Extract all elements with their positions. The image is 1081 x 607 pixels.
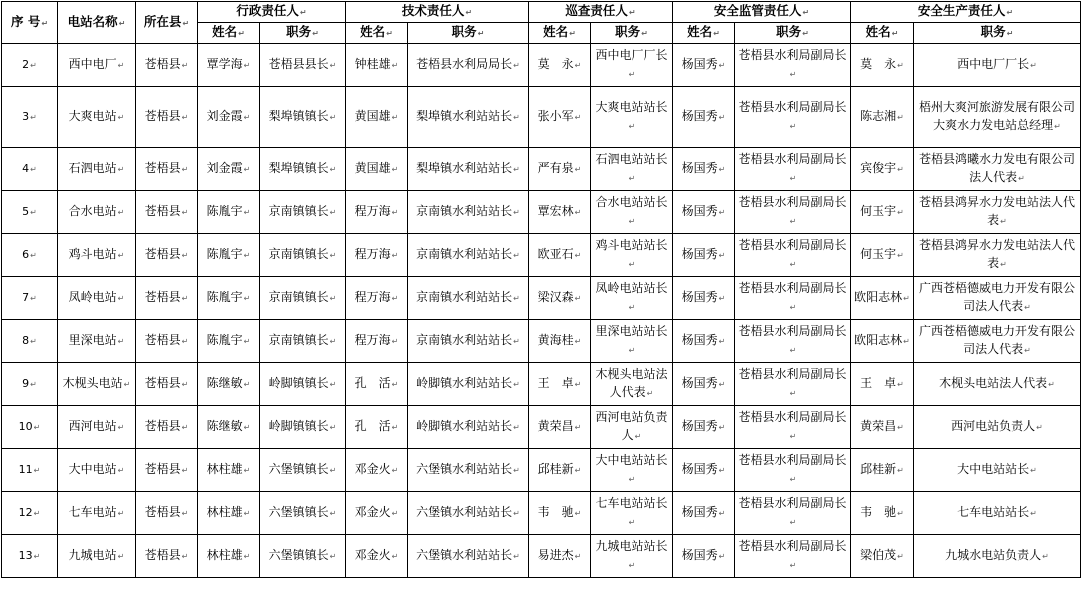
cell-patrol-post: 大中电站站长 ↵ <box>591 449 673 492</box>
cell-patrol-post: 西中电厂厂长 ↵ <box>591 44 673 87</box>
cell-seq: 6 ↵ <box>2 234 58 277</box>
cell-patrol-name: 易进杰 ↵ <box>529 535 591 578</box>
header-tech: 技术责任人 ↵ <box>346 2 529 23</box>
cell-production-name: 何玉宇 ↵ <box>851 191 914 234</box>
table-row <box>2 320 1081 363</box>
cell-tech-name: 程万海 ↵ <box>346 320 408 363</box>
header-admin: 行政责任人 ↵ <box>198 2 346 23</box>
cell-production-name: 莫 永 ↵ <box>851 44 914 87</box>
cell-admin-post: 岭脚镇镇长 ↵ <box>260 363 346 406</box>
cell-production-post: 梧州大爽河旅游发展有限公司大爽水力发电站总经理 ↵ <box>914 87 1081 148</box>
cell-supervise-name: 杨国秀 ↵ <box>673 277 735 320</box>
cell-patrol-post: 里深电站站长 ↵ <box>591 320 673 363</box>
cell-production-post: 木枧头电站法人代表 ↵ <box>914 363 1081 406</box>
cell-patrol-post: 大爽电站站长 ↵ <box>591 87 673 148</box>
cell-seq: 5 ↵ <box>2 191 58 234</box>
cell-supervise-name: 杨国秀 ↵ <box>673 320 735 363</box>
cell-seq: 8 ↵ <box>2 320 58 363</box>
cell-county: 苍梧县 ↵ <box>136 363 198 406</box>
cell-supervise-name: 杨国秀 ↵ <box>673 234 735 277</box>
cell-admin-name: 陈继敏 ↵ <box>198 363 260 406</box>
cell-production-name: 陈志湘 ↵ <box>851 87 914 148</box>
cell-tech-name: 邓金火 ↵ <box>346 449 408 492</box>
cell-supervise-post: 苍梧县水利局副局长 ↵ <box>735 406 851 449</box>
cell-patrol-name: 梁汉森 ↵ <box>529 277 591 320</box>
table-row <box>2 191 1081 234</box>
table-row <box>2 449 1081 492</box>
cell-admin-post: 六堡镇镇长 ↵ <box>260 492 346 535</box>
cell-admin-post: 京南镇镇长 ↵ <box>260 191 346 234</box>
cell-admin-name: 陈胤宇 ↵ <box>198 320 260 363</box>
table-row <box>2 87 1081 148</box>
cell-tech-name: 钟桂雄 ↵ <box>346 44 408 87</box>
cell-patrol-name: 邱桂新 ↵ <box>529 449 591 492</box>
cell-tech-post: 六堡镇水利站站长 ↵ <box>408 535 529 578</box>
cell-patrol-name: 王 卓 ↵ <box>529 363 591 406</box>
cell-tech-post: 六堡镇水利站站长 ↵ <box>408 492 529 535</box>
cell-station: 大中电站 ↵ <box>58 449 136 492</box>
cell-production-name: 宾俊宇 ↵ <box>851 148 914 191</box>
cell-tech-name: 邓金火 ↵ <box>346 535 408 578</box>
cell-county: 苍梧县 ↵ <box>136 535 198 578</box>
cell-patrol-post: 九城电站站长 ↵ <box>591 535 673 578</box>
cell-supervise-post: 苍梧县水利局副局长 ↵ <box>735 492 851 535</box>
cell-admin-post: 六堡镇镇长 ↵ <box>260 449 346 492</box>
table-body <box>2 44 1081 578</box>
header-production: 安全生产责任人 ↵ <box>851 2 1081 23</box>
cell-admin-name: 刘金霞 ↵ <box>198 148 260 191</box>
cell-tech-name: 黄国雄 ↵ <box>346 148 408 191</box>
cell-tech-name: 程万海 ↵ <box>346 277 408 320</box>
cell-tech-post: 六堡镇水利站站长 ↵ <box>408 449 529 492</box>
cell-patrol-name: 莫 永 ↵ <box>529 44 591 87</box>
cell-production-name: 黄荣昌 ↵ <box>851 406 914 449</box>
cell-patrol-post: 鸡斗电站站长 ↵ <box>591 234 673 277</box>
cell-patrol-name: 覃宏林 ↵ <box>529 191 591 234</box>
cell-patrol-name: 黄荣昌 ↵ <box>529 406 591 449</box>
subheader-name: 姓名 ↵ <box>851 23 914 44</box>
header-patrol: 巡查责任人 ↵ <box>529 2 673 23</box>
cell-patrol-post: 七车电站站长 ↵ <box>591 492 673 535</box>
cell-admin-post: 京南镇镇长 ↵ <box>260 277 346 320</box>
subheader-name: 姓名 ↵ <box>673 23 735 44</box>
cell-admin-post: 岭脚镇镇长 ↵ <box>260 406 346 449</box>
header-station: 电站名称 ↵ <box>58 2 136 44</box>
cell-patrol-name: 欧亚石 ↵ <box>529 234 591 277</box>
subheader-name: 姓名 ↵ <box>529 23 591 44</box>
cell-admin-name: 林柱雄 ↵ <box>198 535 260 578</box>
table-row <box>2 535 1081 578</box>
cell-tech-name: 孔 活 ↵ <box>346 406 408 449</box>
cell-supervise-post: 苍梧县水利局副局长 ↵ <box>735 87 851 148</box>
cell-seq: 10 ↵ <box>2 406 58 449</box>
cell-production-name: 欧阳志林 ↵ <box>851 320 914 363</box>
cell-admin-post: 梨埠镇镇长 ↵ <box>260 87 346 148</box>
cell-patrol-name: 韦 驰 ↵ <box>529 492 591 535</box>
cell-production-post: 九城水电站负责人 ↵ <box>914 535 1081 578</box>
cell-county: 苍梧县 ↵ <box>136 87 198 148</box>
subheader-name: 姓名 ↵ <box>198 23 260 44</box>
cell-admin-post: 京南镇镇长 ↵ <box>260 320 346 363</box>
cell-patrol-post: 木枧头电站法人代表 ↵ <box>591 363 673 406</box>
cell-supervise-name: 杨国秀 ↵ <box>673 363 735 406</box>
cell-production-post: 广西苍梧德威电力开发有限公司法人代表 ↵ <box>914 320 1081 363</box>
subheader-post: 职务 ↵ <box>260 23 346 44</box>
cell-station: 大爽电站 ↵ <box>58 87 136 148</box>
cell-admin-post: 京南镇镇长 ↵ <box>260 234 346 277</box>
cell-patrol-post: 凤岭电站站长 ↵ <box>591 277 673 320</box>
cell-station: 西中电厂 ↵ <box>58 44 136 87</box>
cell-county: 苍梧县 ↵ <box>136 492 198 535</box>
cell-supervise-name: 杨国秀 ↵ <box>673 492 735 535</box>
table-row <box>2 406 1081 449</box>
cell-admin-name: 林柱雄 ↵ <box>198 449 260 492</box>
subheader-post: 职务 ↵ <box>408 23 529 44</box>
cell-admin-post: 苍梧县县长 ↵ <box>260 44 346 87</box>
cell-tech-name: 黄国雄 ↵ <box>346 87 408 148</box>
cell-supervise-post: 苍梧县水利局副局长 ↵ <box>735 277 851 320</box>
cell-seq: 13 ↵ <box>2 535 58 578</box>
cell-supervise-post: 苍梧县水利局副局长 ↵ <box>735 320 851 363</box>
cell-tech-post: 梨埠镇水利站站长 ↵ <box>408 87 529 148</box>
cell-county: 苍梧县 ↵ <box>136 320 198 363</box>
cell-supervise-post: 苍梧县水利局副局长 ↵ <box>735 234 851 277</box>
table-row <box>2 44 1081 87</box>
header-supervise: 安全监管责任人 ↵ <box>673 2 851 23</box>
cell-production-name: 韦 驰 ↵ <box>851 492 914 535</box>
cell-admin-post: 六堡镇镇长 ↵ <box>260 535 346 578</box>
cell-county: 苍梧县 ↵ <box>136 449 198 492</box>
table-row <box>2 363 1081 406</box>
cell-patrol-name: 张小军 ↵ <box>529 87 591 148</box>
cell-supervise-post: 苍梧县水利局副局长 ↵ <box>735 148 851 191</box>
cell-admin-name: 林柱雄 ↵ <box>198 492 260 535</box>
table-row <box>2 492 1081 535</box>
cell-station: 合水电站 ↵ <box>58 191 136 234</box>
cell-supervise-post: 苍梧县水利局副局长 ↵ <box>735 449 851 492</box>
cell-patrol-name: 黄海桂 ↵ <box>529 320 591 363</box>
cell-production-post: 苍梧县鸿昇水力发电站法人代表 ↵ <box>914 234 1081 277</box>
cell-tech-post: 京南镇水利站站长 ↵ <box>408 277 529 320</box>
subheader-post: 职务 ↵ <box>914 23 1081 44</box>
header-county: 所在县 ↵ <box>136 2 198 44</box>
cell-county: 苍梧县 ↵ <box>136 148 198 191</box>
cell-production-post: 西中电厂厂长 ↵ <box>914 44 1081 87</box>
cell-production-name: 王 卓 ↵ <box>851 363 914 406</box>
cell-tech-post: 京南镇水利站站长 ↵ <box>408 320 529 363</box>
cell-admin-post: 梨埠镇镇长 ↵ <box>260 148 346 191</box>
cell-station: 九城电站 ↵ <box>58 535 136 578</box>
cell-station: 木枧头电站 ↵ <box>58 363 136 406</box>
cell-tech-name: 程万海 ↵ <box>346 191 408 234</box>
cell-tech-post: 岭脚镇水利站站长 ↵ <box>408 406 529 449</box>
subheader-post: 职务 ↵ <box>591 23 673 44</box>
cell-supervise-name: 杨国秀 ↵ <box>673 191 735 234</box>
cell-production-post: 七车电站站长 ↵ <box>914 492 1081 535</box>
cell-supervise-name: 杨国秀 ↵ <box>673 44 735 87</box>
cell-admin-name: 陈胤宇 ↵ <box>198 234 260 277</box>
cell-production-name: 何玉宇 ↵ <box>851 234 914 277</box>
cell-patrol-post: 合水电站站长 ↵ <box>591 191 673 234</box>
table-row <box>2 234 1081 277</box>
cell-supervise-post: 苍梧县水利局副局长 ↵ <box>735 191 851 234</box>
cell-station: 里深电站 ↵ <box>58 320 136 363</box>
cell-tech-post: 京南镇水利站站长 ↵ <box>408 191 529 234</box>
cell-station: 西河电站 ↵ <box>58 406 136 449</box>
cell-production-post: 苍梧县鸿曦水力发电有限公司法人代表 ↵ <box>914 148 1081 191</box>
cell-county: 苍梧县 ↵ <box>136 277 198 320</box>
cell-seq: 7 ↵ <box>2 277 58 320</box>
cell-production-post: 大中电站站长 ↵ <box>914 449 1081 492</box>
responsibility-table <box>1 1 1081 578</box>
cell-seq: 4 ↵ <box>2 148 58 191</box>
table-row <box>2 148 1081 191</box>
cell-tech-post: 梨埠镇水利站站长 ↵ <box>408 148 529 191</box>
cell-supervise-name: 杨国秀 ↵ <box>673 535 735 578</box>
cell-admin-name: 刘金霞 ↵ <box>198 87 260 148</box>
cell-supervise-name: 杨国秀 ↵ <box>673 406 735 449</box>
cell-production-name: 欧阳志林 ↵ <box>851 277 914 320</box>
table-row <box>2 277 1081 320</box>
cell-seq: 2 ↵ <box>2 44 58 87</box>
cell-tech-name: 邓金火 ↵ <box>346 492 408 535</box>
cell-admin-name: 陈继敏 ↵ <box>198 406 260 449</box>
cell-supervise-post: 苍梧县水利局副局长 ↵ <box>735 44 851 87</box>
cell-production-post: 苍梧县鸿昇水力发电站法人代表 ↵ <box>914 191 1081 234</box>
cell-supervise-post: 苍梧县水利局副局长 ↵ <box>735 535 851 578</box>
cell-county: 苍梧县 ↵ <box>136 191 198 234</box>
cell-station: 鸡斗电站 ↵ <box>58 234 136 277</box>
cell-patrol-post: 石泗电站站长 ↵ <box>591 148 673 191</box>
cell-production-post: 西河电站负责人 ↵ <box>914 406 1081 449</box>
cell-tech-post: 岭脚镇水利站站长 ↵ <box>408 363 529 406</box>
cell-production-name: 邱桂新 ↵ <box>851 449 914 492</box>
cell-admin-name: 陈胤宇 ↵ <box>198 277 260 320</box>
cell-tech-post: 京南镇水利站站长 ↵ <box>408 234 529 277</box>
cell-admin-name: 覃学海 ↵ <box>198 44 260 87</box>
cell-county: 苍梧县 ↵ <box>136 44 198 87</box>
cell-supervise-post: 苍梧县水利局副局长 ↵ <box>735 363 851 406</box>
cell-county: 苍梧县 ↵ <box>136 234 198 277</box>
subheader-post: 职务 ↵ <box>735 23 851 44</box>
cell-tech-name: 程万海 ↵ <box>346 234 408 277</box>
cell-seq: 3 ↵ <box>2 87 58 148</box>
cell-station: 石泗电站 ↵ <box>58 148 136 191</box>
cell-station: 七车电站 ↵ <box>58 492 136 535</box>
cell-tech-post: 苍梧县水利局局长 ↵ <box>408 44 529 87</box>
cell-county: 苍梧县 ↵ <box>136 406 198 449</box>
cell-supervise-name: 杨国秀 ↵ <box>673 449 735 492</box>
cell-seq: 11 ↵ <box>2 449 58 492</box>
header-seq: 序 号 ↵ <box>2 2 58 44</box>
cell-patrol-name: 严有泉 ↵ <box>529 148 591 191</box>
cell-seq: 9 ↵ <box>2 363 58 406</box>
cell-supervise-name: 杨国秀 ↵ <box>673 87 735 148</box>
cell-tech-name: 孔 活 ↵ <box>346 363 408 406</box>
cell-production-post: 广西苍梧德威电力开发有限公司法人代表 ↵ <box>914 277 1081 320</box>
cell-station: 凤岭电站 ↵ <box>58 277 136 320</box>
cell-production-name: 梁伯茂 ↵ <box>851 535 914 578</box>
cell-seq: 12 ↵ <box>2 492 58 535</box>
subheader-name: 姓名 ↵ <box>346 23 408 44</box>
cell-patrol-post: 西河电站负责人 ↵ <box>591 406 673 449</box>
cell-admin-name: 陈胤宇 ↵ <box>198 191 260 234</box>
cell-supervise-name: 杨国秀 ↵ <box>673 148 735 191</box>
